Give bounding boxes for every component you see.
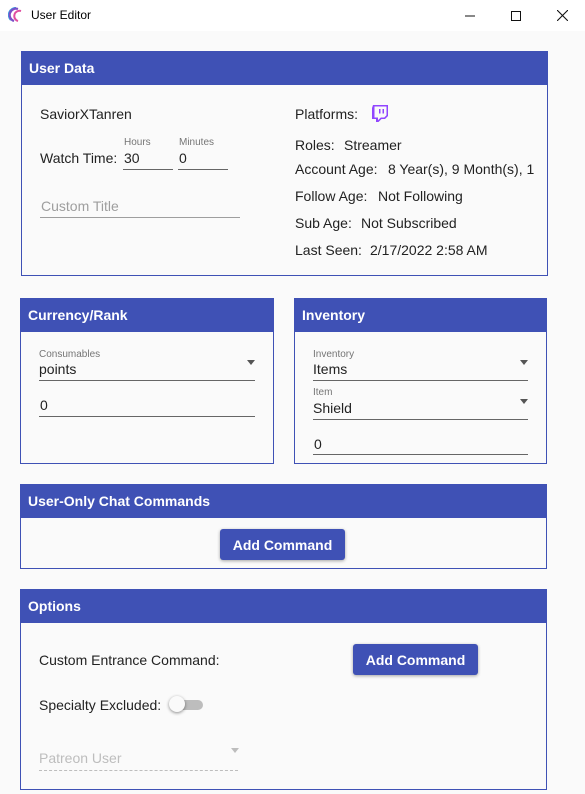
chat-commands-card (20, 484, 547, 569)
hours-label: Hours (124, 137, 151, 148)
chat-commands-header: User-Only Chat Commands (20, 484, 547, 518)
roles-label: Roles: (295, 137, 335, 153)
add-command-button[interactable]: Add Command (220, 529, 345, 560)
inventory-select[interactable]: Items (313, 361, 348, 377)
twitch-icon (372, 105, 388, 122)
currency-rank-card (20, 298, 274, 464)
custom-title-input[interactable]: Custom Title (41, 198, 119, 214)
hours-input[interactable]: 30 (124, 150, 140, 166)
minutes-label: Minutes (179, 137, 215, 148)
minimize-icon (465, 11, 475, 21)
inventory-label: Inventory (313, 349, 355, 360)
chevron-down-icon (520, 399, 528, 404)
minutes-underline (178, 169, 228, 170)
inventory-header: Inventory (294, 298, 547, 332)
chevron-down-icon (247, 360, 255, 365)
follow-age-value: Not Following (378, 188, 463, 204)
specialty-excluded-toggle[interactable] (169, 695, 203, 713)
item-underline (313, 419, 528, 420)
last-seen-value: 2/17/2022 2:58 AM (370, 242, 488, 258)
item-label: Item (313, 387, 333, 398)
custom-entrance-label: Custom Entrance Command: (39, 652, 220, 668)
sub-age-label: Sub Age: (295, 215, 352, 231)
minutes-input[interactable]: 0 (179, 150, 187, 166)
currency-amount-input[interactable]: 0 (40, 397, 48, 413)
toggle-thumb (169, 696, 185, 712)
window-title: User Editor (31, 8, 92, 22)
inventory-amount-underline (313, 454, 528, 455)
close-icon (557, 10, 568, 21)
app-logo-icon (8, 7, 24, 23)
patreon-user-select[interactable]: Patreon User (39, 750, 122, 766)
consumables-label: Consumables (39, 349, 101, 360)
user-data-card (21, 51, 548, 276)
options-card (20, 589, 547, 790)
currency-rank-header: Currency/Rank (20, 298, 274, 332)
last-seen-label: Last Seen: (295, 242, 362, 258)
chevron-down-icon (520, 360, 528, 365)
username: SaviorXTanren (40, 106, 132, 122)
minimize-button[interactable] (447, 0, 493, 31)
currency-amount-underline (39, 416, 255, 417)
maximize-button[interactable] (493, 0, 539, 31)
follow-age-label: Follow Age: (295, 188, 368, 204)
add-entrance-command-button[interactable]: Add Command (353, 644, 478, 675)
account-age-row (295, 161, 547, 179)
account-age-value: 8 Year(s), 9 Month(s), 1 (387, 161, 535, 177)
options-header: Options (20, 589, 547, 623)
platforms-label: Platforms: (295, 106, 359, 122)
custom-title-underline (40, 217, 240, 218)
account-age-label: Account Age: (295, 161, 378, 177)
patreon-underline (39, 770, 238, 771)
item-select[interactable]: Shield (313, 400, 352, 416)
chevron-down-icon (231, 748, 239, 753)
hours-underline (123, 169, 173, 170)
consumables-underline (39, 380, 255, 381)
sub-age-value: Not Subscribed (361, 215, 457, 231)
inventory-amount-input[interactable]: 0 (314, 436, 322, 452)
title-bar (0, 0, 585, 31)
inventory-card (294, 298, 547, 464)
watch-time-label: Watch Time: (40, 150, 118, 166)
close-button[interactable] (539, 0, 585, 31)
maximize-icon (511, 11, 521, 21)
inventory-underline (313, 380, 528, 381)
roles-value: Streamer (344, 137, 402, 153)
consumables-select[interactable]: points (39, 361, 77, 377)
user-data-header: User Data (21, 51, 548, 85)
specialty-excluded-label: Specialty Excluded: (39, 697, 162, 713)
